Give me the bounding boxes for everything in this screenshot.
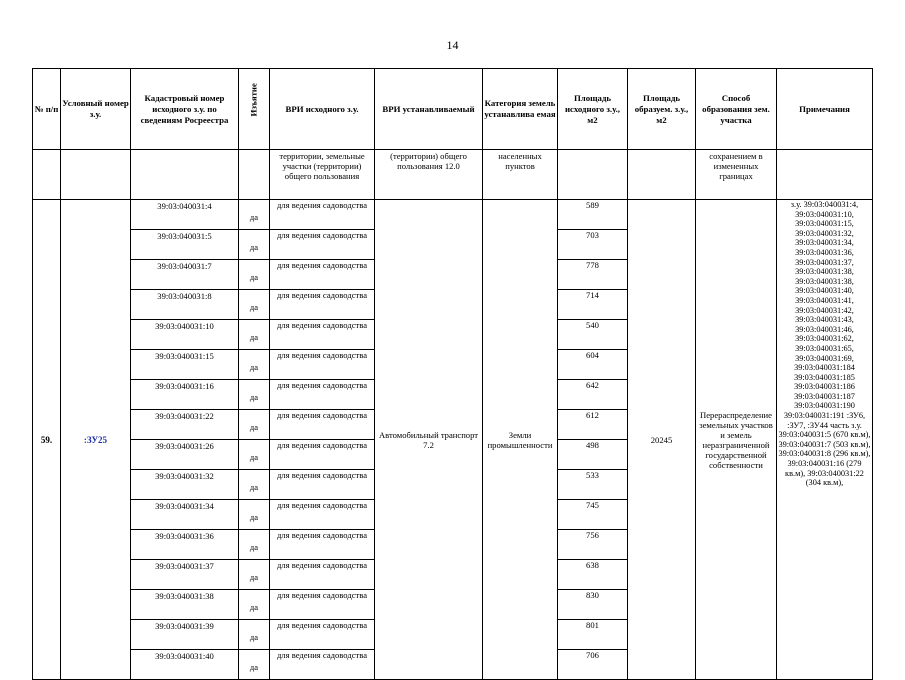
source-area: 540	[558, 320, 628, 350]
source-area: 703	[558, 230, 628, 260]
vri-source: для ведения садоводства	[270, 200, 375, 230]
withdrawal-cell: да	[239, 440, 270, 470]
source-area: 642	[558, 380, 628, 410]
withdrawal-cell: да	[239, 320, 270, 350]
withdrawal-cell: да	[239, 290, 270, 320]
source-area: 830	[558, 590, 628, 620]
formation-method: Перераспределение земельных участков и земель неразграниченной государственной собственности	[696, 200, 777, 680]
vri-source: для ведения садоводства	[270, 470, 375, 500]
cont-cell	[33, 150, 61, 200]
cont-vri-src: территории, земельные участки (территории) общего пользования	[270, 150, 375, 200]
cont-cell	[558, 150, 628, 200]
land-category: Земли промышленности	[483, 200, 558, 680]
header-notes: Примечания	[777, 69, 873, 150]
withdrawal-cell: да	[239, 470, 270, 500]
cadastral-number: 39:03:040031:39	[131, 620, 239, 650]
header-cond: Условный номер з.у.	[61, 69, 131, 150]
source-area: 756	[558, 530, 628, 560]
cadastral-number: 39:03:040031:5	[131, 230, 239, 260]
land-plots-table	[32, 68, 873, 680]
withdrawal-cell: да	[239, 560, 270, 590]
header-area-new: Площадь образуем. з.у., м2	[628, 69, 696, 150]
vri-source: для ведения садоводства	[270, 560, 375, 590]
cont-vri-set: (территории) общего пользования 12.0	[375, 150, 483, 200]
withdrawal-cell: да	[239, 650, 270, 680]
cont-cell	[131, 150, 239, 200]
vri-source: для ведения садоводства	[270, 260, 375, 290]
continuation-row	[33, 150, 873, 200]
vri-source: для ведения садоводства	[270, 290, 375, 320]
cont-cat: населенных пунктов	[483, 150, 558, 200]
withdrawal-cell: да	[239, 590, 270, 620]
source-area: 801	[558, 620, 628, 650]
cadastral-number: 39:03:040031:8	[131, 290, 239, 320]
vri-source: для ведения садоводства	[270, 620, 375, 650]
cadastral-number: 39:03:040031:22	[131, 410, 239, 440]
cadastral-number: 39:03:040031:26	[131, 440, 239, 470]
cadastral-number: 39:03:040031:37	[131, 560, 239, 590]
cadastral-number: 39:03:040031:7	[131, 260, 239, 290]
withdrawal-cell: да	[239, 410, 270, 440]
withdrawal-cell: да	[239, 500, 270, 530]
vri-source: для ведения садоводства	[270, 410, 375, 440]
vri-source: для ведения садоводства	[270, 530, 375, 560]
vri-source: для ведения садоводства	[270, 650, 375, 680]
header-method: Способ образования зем. участка	[696, 69, 777, 150]
cadastral-number: 39:03:040031:10	[131, 320, 239, 350]
withdrawal-cell: да	[239, 350, 270, 380]
conditional-number: :ЗУ25	[61, 200, 131, 680]
page-number: 14	[446, 38, 459, 52]
cadastral-number: 39:03:040031:15	[131, 350, 239, 380]
withdrawal-cell: да	[239, 380, 270, 410]
header-izy	[239, 69, 270, 150]
header-vri-set: ВРИ устанавливаемый	[375, 69, 483, 150]
header-np: № п/п	[33, 69, 61, 150]
source-area: 638	[558, 560, 628, 590]
vri-source: для ведения садоводства	[270, 590, 375, 620]
source-area: 778	[558, 260, 628, 290]
cadastral-number: 39:03:040031:34	[131, 500, 239, 530]
header-izy-text: Изъятие	[248, 82, 259, 116]
vri-source: для ведения садоводства	[270, 350, 375, 380]
cadastral-number: 39:03:040031:40	[131, 650, 239, 680]
new-area: 20245	[628, 200, 696, 680]
source-area: 714	[558, 290, 628, 320]
withdrawal-cell: да	[239, 260, 270, 290]
row-number: 59.	[33, 200, 61, 680]
withdrawal-cell: да	[239, 620, 270, 650]
withdrawal-cell: да	[239, 200, 270, 230]
cont-cell	[61, 150, 131, 200]
source-area: 498	[558, 440, 628, 470]
header-area-src: Площадь исходного з.у., м2	[558, 69, 628, 150]
header-kad: Кадастровый номер исходного з.у. по сведениям Росреестра	[131, 69, 239, 150]
cadastral-number: 39:03:040031:32	[131, 470, 239, 500]
withdrawal-cell: да	[239, 530, 270, 560]
source-area: 589	[558, 200, 628, 230]
cont-method: сохранением в измененных границах	[696, 150, 777, 200]
cadastral-number: 39:03:040031:16	[131, 380, 239, 410]
source-area: 604	[558, 350, 628, 380]
header-row	[33, 69, 873, 150]
withdrawal-cell: да	[239, 230, 270, 260]
source-area: 706	[558, 650, 628, 680]
table-row	[33, 200, 873, 230]
source-area: 533	[558, 470, 628, 500]
header-vri-src: ВРИ исходного з.у.	[270, 69, 375, 150]
cont-cell	[628, 150, 696, 200]
vri-source: для ведения садоводства	[270, 320, 375, 350]
header-cat: Категория земель устанавлива емая	[483, 69, 558, 150]
vri-source: для ведения садоводства	[270, 230, 375, 260]
vri-source: для ведения садоводства	[270, 500, 375, 530]
vri-source: для ведения садоводства	[270, 440, 375, 470]
cadastral-number: 39:03:040031:36	[131, 530, 239, 560]
source-area: 612	[558, 410, 628, 440]
cadastral-number: 39:03:040031:4	[131, 200, 239, 230]
cont-cell	[239, 150, 270, 200]
notes: з.у. 39:03:040031:4, 39:03:040031:10, 39:03:040031:15, 39:03:040031:32, 39:03:040031:34, 39:03:040031:36, 39:03:040031:37, 39:03:040031:38, 39:03:040031:38, 39:03:040031:40, 39:03:040031:41, 39:03:040031:42, 39:03:040031:43, 39:03:040031:46, 39:03:040031:62, 39:03:040031:65, 39:03:040031:69, 39:03:040031:184 39:03:040031:185 39:03:040031:186 39:03:040031:187 39:03:040031:190 39:03:040031:191 :ЗУ6, :ЗУ7, :ЗУ44 часть з.у. 39:03:040031:5 (670 кв.м), 39:03:040031:7 (503 кв.м), 39:03:040031:8 (296 кв.м), 39:03:040031:16 (279 кв.м), 39:03:040031:22 (304 кв.м),	[777, 200, 873, 680]
vri-established: Автомобильный транспорт 7.2	[375, 200, 483, 680]
source-area: 745	[558, 500, 628, 530]
vri-source: для ведения садоводства	[270, 380, 375, 410]
cadastral-number: 39:03:040031:38	[131, 590, 239, 620]
cont-cell	[777, 150, 873, 200]
